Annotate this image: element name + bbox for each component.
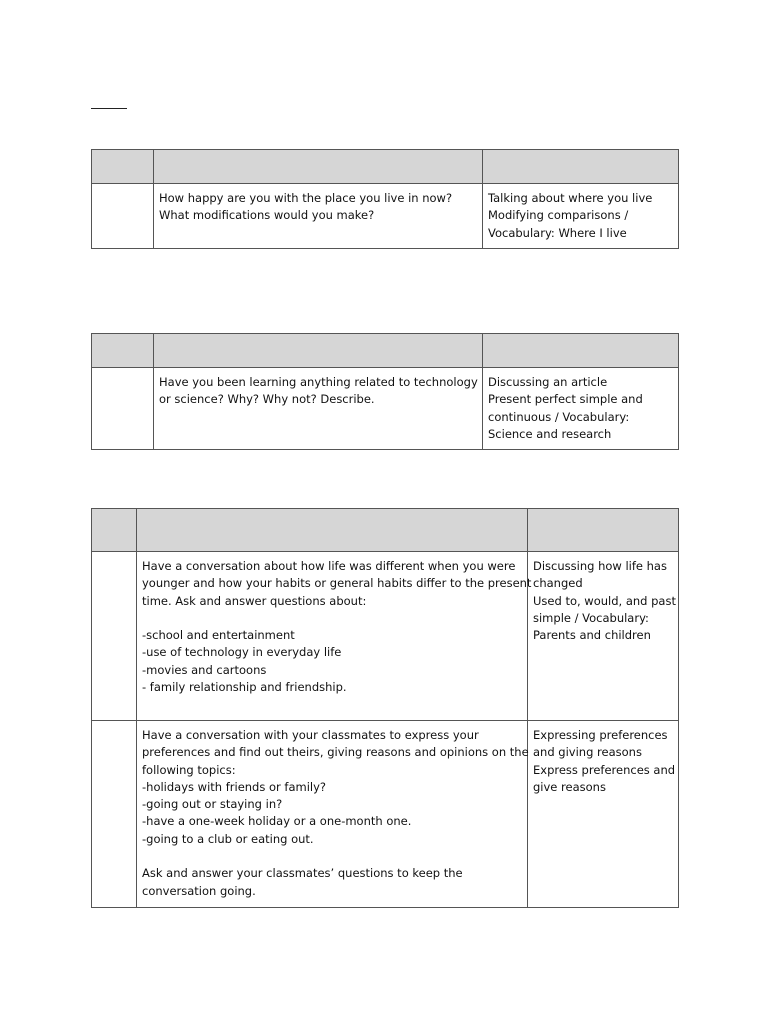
focus-cell: [483, 184, 679, 249]
focus-line: Present perfect simple and: [488, 392, 643, 407]
prompt-line: Ask and answer your classmates’ questions to keep the: [142, 866, 463, 881]
number-cell: [92, 184, 154, 249]
header-cell: [154, 334, 483, 368]
speaking-table-3: [91, 508, 679, 908]
header-cell: [92, 509, 137, 552]
prompt-line: preferences and find out theirs, giving reasons and opinions on the: [142, 745, 529, 760]
focus-line: and giving reasons: [533, 745, 642, 760]
focus-cell: [483, 368, 679, 450]
prompt-cell: [154, 184, 483, 249]
number-cell: [92, 368, 154, 450]
prompt-line: -holidays with friends or family?: [142, 779, 327, 794]
prompt-cell: [137, 552, 532, 721]
focus-line: give reasons: [533, 779, 606, 794]
header-cell: [483, 150, 679, 184]
table-header-row: [92, 334, 679, 368]
prompt-line: How happy are you with the place you live in now?: [159, 191, 453, 205]
prompt-line: conversation going.: [142, 883, 256, 898]
focus-line: changed: [533, 576, 583, 591]
speaking-table-1: [91, 149, 679, 249]
title-underline: [91, 108, 127, 109]
blank-line: [142, 848, 522, 865]
focus-line: Expressing preferences: [533, 728, 668, 742]
speaking-table-2: [91, 333, 679, 450]
prompt-line: or science? Why? Why not? Describe.: [159, 392, 375, 407]
number-cell: [92, 552, 137, 721]
prompt-line: What modifications would you make?: [159, 208, 375, 223]
prompt-line: -have a one-week holiday or a one-month one.: [142, 814, 412, 829]
prompt-line: time. Ask and answer questions about:: [142, 593, 367, 608]
header-cell: [154, 150, 483, 184]
focus-line: Science and research: [488, 426, 612, 441]
table-row: [92, 721, 679, 908]
focus-line: Talking about where you live: [488, 191, 653, 205]
table-header-row: [92, 509, 679, 552]
prompt-line: -going out or staying in?: [142, 797, 283, 812]
header-cell: [92, 334, 154, 368]
prompt-line: -use of technology in everyday life: [142, 645, 342, 660]
prompt-line: Have a conversation about how life was different when you were: [142, 559, 516, 573]
prompt-line: -going to a club or eating out.: [142, 831, 314, 846]
prompt-line: - family relationship and friendship.: [142, 680, 347, 695]
prompt-line: -movies and cartoons: [142, 662, 267, 677]
focus-line: Parents and children: [533, 628, 651, 643]
prompt-line: following topics:: [142, 762, 236, 777]
focus-line: continuous / Vocabulary:: [488, 409, 630, 424]
focus-cell: [528, 721, 679, 908]
header-cell: [483, 334, 679, 368]
focus-line: Modifying comparisons /: [488, 208, 629, 223]
table-header-row: [92, 150, 679, 184]
header-cell: [92, 150, 154, 184]
header-cell: [528, 509, 679, 552]
focus-line: Express preferences and: [533, 762, 676, 777]
focus-line: Discussing an article: [488, 375, 608, 389]
prompt-line: -school and entertainment: [142, 628, 295, 643]
blank-line: [142, 610, 522, 627]
number-cell: [92, 721, 137, 908]
table-row: [92, 368, 679, 450]
focus-line: Vocabulary: Where I live: [488, 225, 627, 240]
header-cell: [137, 509, 528, 552]
table-row: [92, 184, 679, 249]
focus-cell: [528, 552, 679, 721]
focus-line: simple / Vocabulary:: [533, 610, 649, 625]
prompt-line: Have a conversation with your classmates to express your: [142, 728, 479, 742]
prompt-line: younger and how your habits or general habits differ to the present: [142, 576, 532, 591]
table-row: [92, 552, 679, 721]
prompt-line: Have you been learning anything related to technology: [159, 375, 478, 389]
focus-line: Used to, would, and past: [533, 593, 676, 608]
prompt-cell: [137, 721, 528, 908]
focus-line: Discussing how life has: [533, 559, 667, 573]
prompt-cell: [154, 368, 483, 450]
